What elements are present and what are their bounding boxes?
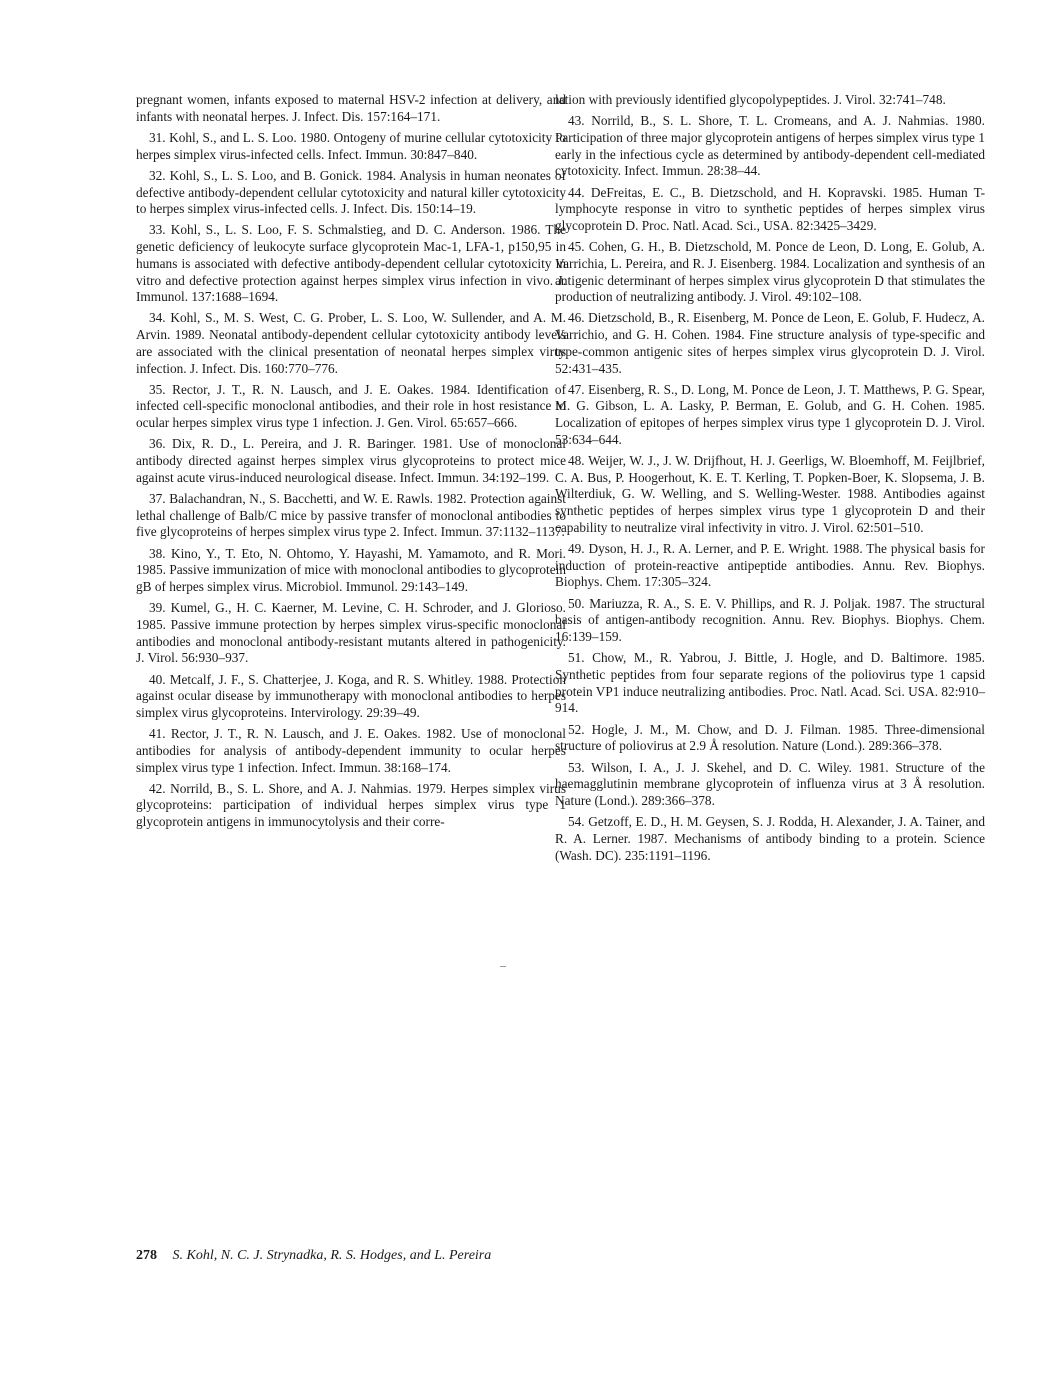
reference-entry: 49. Dyson, H. J., R. A. Lerner, and P. E. Wright. 1988. The physical basis for induction of protein-reactive antipeptide antibodies. Annu. Rev. Biophys. Biophys. Chem. 17:305–324.	[555, 541, 985, 590]
reference-entry: 42. Norrild, B., S. L. Shore, and A. J. Nahmias. 1979. Herpes simplex virus glycoproteins: participation of individual herpes simplex virus type 1 glycoprotein antigens in immunocytolysis and their corre-	[136, 780, 566, 830]
reference-entry: 45. Cohen, G. H., B. Dietzschold, M. Ponce de Leon, D. Long, E. Golub, A. Varrichia, L. Pereira, and R. J. Eisenberg. 1984. Localization and synthesis of an antigenic determinant of herpes simplex virus glycoprotein D that stimulates the production of neutralizing antibody. J. Virol. 49:102–108.	[555, 239, 985, 305]
reference-entry: 50. Mariuzza, R. A., S. E. V. Phillips, and R. J. Poljak. 1987. The structural basis of antigen-antibody recognition. Annu. Rev. Biophys. Biophys. Chem. 16:139–159.	[555, 595, 985, 645]
reference-entry: 51. Chow, M., R. Yabrou, J. Bittle, J. Hogle, and D. Baltimore. 1985. Synthetic peptides from four separate regions of the poliovirus type 1 capsid protein VP1 induce neutralizing antibodies. Proc. Natl. Acad. Sci. USA. 82:910–914.	[555, 650, 985, 716]
page-footer	[136, 1247, 491, 1265]
reference-entry: 48. Weijer, W. J., J. W. Drijfhout, H. J. Geerligs, W. Bloemhoff, M. Feijlbrief, C. A. Bus, P. Hoogerhout, K. E. T. Kerling, T. Popken-Boer, K. Slopsema, J. B. Wilterdiuk, G. W. Welling, and S. Welling-Wester. 1988. Antibodies against synthetic peptides of herpes simplex virus type 1 glycoprotein D and their capability to neutralize viral infectivity in vitro. J. Virol. 62:501–510.	[555, 453, 985, 535]
reference-entry: 44. DeFreitas, E. C., B. Dietzschold, and H. Kopravski. 1985. Human T-lymphocyte response in vitro to synthetic peptides of herpes simplex virus glycoprotein D. Proc. Natl. Acad. Sci., USA. 82:3425–3429.	[555, 184, 985, 233]
reference-entry: 47. Eisenberg, R. S., D. Long, M. Ponce de Leon, J. T. Matthews, P. G. Spear, M. G. Gibson, L. A. Lasky, P. Berman, E. Golub, and G. H. Cohen. 1985. Localization of epitopes of herpes simplex virus type 1 glycoprotein D. J. Virol. 53:634–644.	[555, 381, 985, 447]
reference-entry: 34. Kohl, S., M. S. West, C. G. Prober, L. S. Loo, W. Sullender, and A. M. Arvin. 1989. Neonatal antibody-dependent cellular cytotoxicity antibody levels are associated with the clinical presentation of neonatal herpes simplex virus infection. J. Infect. Dis. 160:770–776.	[136, 310, 566, 376]
reference-entry: 39. Kumel, G., H. C. Kaerner, M. Levine, C. H. Schroder, and J. Glorioso. 1985. Passive immune protection by herpes simplex virus-specific monoclonal antibodies and monoclonal antibody-resistant mutants altered in pathogenicity. J. Virol. 56:930–937.	[136, 600, 566, 666]
reference-entry: 35. Rector, J. T., R. N. Lausch, and J. E. Oakes. 1984. Identification of infected cell-specific monoclonal antibodies, and their role in host resistance to ocular herpes simplex virus type 1 infection. J. Gen. Virol. 65:657–666.	[136, 381, 566, 431]
reference-entry: 32. Kohl, S., L. S. Loo, and B. Gonick. 1984. Analysis in human neonates of defective antibody-dependent cellular cytotoxicity and natural killer cytotoxicity to herpes simplex virus-infected cells. J. Infect. Dis. 150:14–19.	[136, 167, 566, 217]
page-number: 278	[136, 1248, 157, 1263]
reference-entry: 38. Kino, Y., T. Eto, N. Ohtomo, Y. Hayashi, M. Yamamoto, and R. Mori. 1985. Passive immunization of mice with monoclonal antibodies to glycoprotein gB of herpes simplex virus. Microbiol. Immunol. 29:143–149.	[136, 545, 566, 594]
reference-entry: 46. Dietzschold, B., R. Eisenberg, M. Ponce de Leon, E. Golub, F. Hudecz, A. Varrichio, and G. H. Cohen. 1984. Fine structure analysis of type-specific and type-common antigenic sites of herpes simplex virus glycoprotein D. J. Virol. 52:431–435.	[555, 310, 985, 376]
running-footer-authors: S. Kohl, N. C. J. Strynadka, R. S. Hodges, and L. Pereira	[172, 1248, 492, 1263]
reference-column-right	[555, 92, 985, 869]
reference-entry: 33. Kohl, S., L. S. Loo, F. S. Schmalstieg, and D. C. Anderson. 1986. The genetic deficiency of leukocyte surface glycoprotein Mac-1, LFA-1, p150,95 in humans is associated with defective antibody-dependent cellular cytotoxicity in vitro and defective protection against herpes simplex virus infection in vivo. J. Immunol. 137:1688–1694.	[136, 222, 566, 305]
reference-continuation: pregnant women, infants exposed to maternal HSV-2 infection at delivery, and infants with neonatal herpes. J. Infect. Dis. 157:164–171.	[136, 92, 566, 124]
reference-entry: 52. Hogle, J. M., M. Chow, and D. J. Filman. 1985. Three-dimensional structure of poliovirus at 2.9 Å resolution. Nature (Lond.). 289:366–378.	[555, 721, 985, 754]
reference-entry: 31. Kohl, S., and L. S. Loo. 1980. Ontogeny of murine cellular cytotoxicity to herpes simplex virus-infected cells. Infect. Immun. 30:847–840.	[136, 129, 566, 162]
reference-entry: 37. Balachandran, N., S. Bacchetti, and W. E. Rawls. 1982. Protection against lethal challenge of Balb/C mice by passive transfer of monoclonal antibodies to five glycoproteins of herpes simplex virus type 2. Infect. Immun. 37:1132–1137.	[136, 490, 566, 540]
reference-entry: 40. Metcalf, J. F., S. Chatterjee, J. Koga, and R. S. Whitley. 1988. Protection against ocular disease by immunotherapy with monoclonal antibodies to herpes simplex virus glycoproteins. Intervirology. 29:39–49.	[136, 671, 566, 720]
reference-entry: 36. Dix, R. D., L. Pereira, and J. R. Baringer. 1981. Use of monoclonal antibody directed against herpes simplex virus glycoproteins to protect mice against acute virus-induced neurological disease. Infect. Immun. 34:192–199.	[136, 436, 566, 485]
reference-column-left	[136, 92, 566, 835]
reference-entry: 41. Rector, J. T., R. N. Lausch, and J. E. Oakes. 1982. Use of monoclonal antibodies for analysis of antibody-dependent immunity to ocular herpes simplex virus type 1 infection. Infect. Immun. 38:168–174.	[136, 726, 566, 775]
reference-entry: 53. Wilson, I. A., J. J. Skehel, and D. C. Wiley. 1981. Structure of the haemagglutinin membrane glycoprotein of influenza virus at 3 Å resolution. Nature (Lond.). 289:366–378.	[555, 759, 985, 808]
reference-entry: 54. Getzoff, E. D., H. M. Geysen, S. J. Rodda, H. Alexander, J. A. Tainer, and R. A. Lerner. 1987. Mechanisms of antibody binding to a protein. Science (Wash. DC). 235:1191–1196.	[555, 814, 985, 863]
reference-continuation: lation with previously identified glycopolypeptides. J. Virol. 32:741–748.	[555, 92, 946, 107]
scan-speck	[500, 966, 506, 967]
reference-entry: 43. Norrild, B., S. L. Shore, T. L. Cromeans, and A. J. Nahmias. 1980. Participation of three major glycoprotein antigens of herpes simplex virus type 1 early in the infectious cycle as determined by antibody-dependent cell-mediated cytotoxicity. Infect. Immun. 28:38–44.	[555, 113, 985, 179]
